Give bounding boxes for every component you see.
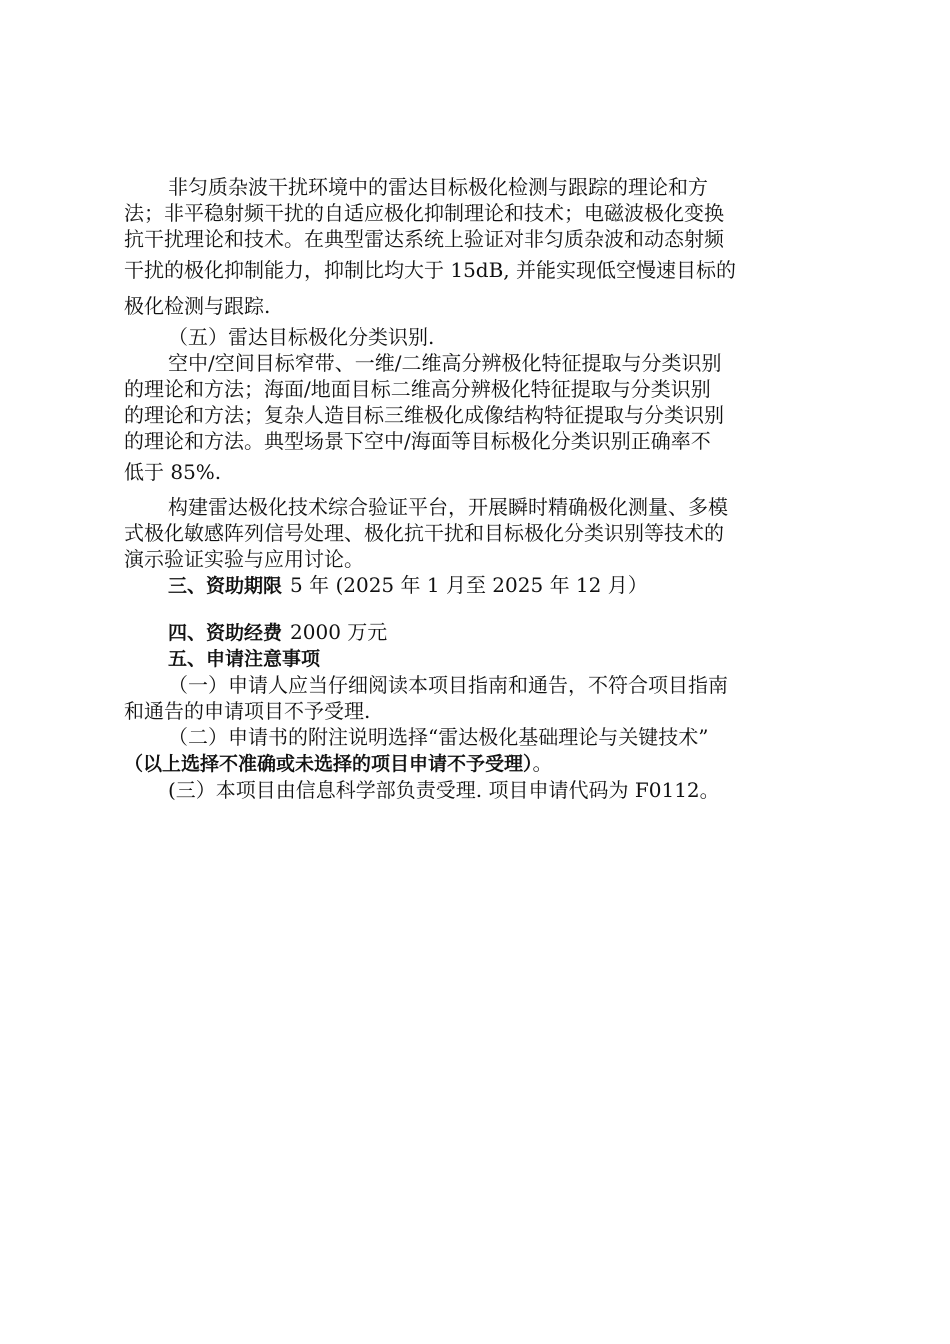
note-bold-warning: （以上选择不准确或未选择的项目申请不予受理） — [124, 753, 533, 775]
section-label: 三、资助期限 — [168, 575, 283, 597]
section-label: 五、申请注意事项 — [168, 648, 321, 670]
paragraph-classification — [124, 350, 832, 490]
paragraph-verification-platform — [124, 494, 832, 572]
section-label: 四、资助经费 — [168, 622, 283, 644]
text-line: 空中/空间目标窄带、一维/二维高分辨极化特征提取与分类识别 — [168, 351, 722, 375]
section-value: 2000 万元 — [290, 620, 388, 644]
section-value: 5 年 (2025 年 1 月至 2025 年 12 月） — [290, 573, 648, 597]
text-line: 的理论和方法；海面/地面目标二维高分辨极化特征提取与分类识别 — [124, 377, 711, 401]
text-line: 干扰的极化抑制能力，抑制比均大于 15dB, 并能实现低空慢速目标的 — [124, 258, 737, 282]
text-line: 非匀质杂波干扰环境中的雷达目标极化检测与跟踪的理论和方 — [168, 175, 708, 199]
note-item-one: （一）申请人应当仔细阅读本项目指南和通告，不符合项目指南 — [168, 673, 728, 697]
text-line: 的理论和方法；复杂人造目标三维极化成像结构特征提取与分类识别 — [124, 403, 724, 427]
text-line: 法；非平稳射频干扰的自适应极化抑制理论和技术；电磁波极化变换 — [124, 201, 724, 225]
text-line: 演示验证实验与应用讨论。 — [124, 547, 364, 571]
text-line: 抗干扰理论和技术。在典型雷达系统上验证对非匀质杂波和动态射频 — [124, 227, 724, 251]
subsection-title-five: （五）雷达目标极化分类识别. — [168, 325, 435, 349]
section-funding-period — [124, 572, 832, 599]
note-item-one-cont: 和通告的申请项目不予受理. — [124, 699, 371, 723]
section-funding-amount — [124, 619, 832, 646]
note-punctuation: 。 — [532, 751, 553, 775]
note-item-two: （二）申请书的附注说明选择“雷达极化基础理论与关键技术” — [168, 725, 709, 749]
text-line: 的理论和方法。典型场景下空中/海面等目标极化分类识别正确率不 — [124, 429, 711, 453]
section-notes — [124, 646, 832, 672]
text-line: 构建雷达极化技术综合验证平台，开展瞬时精确极化测量、多模 — [168, 495, 728, 519]
text-line: 极化检测与跟踪. — [124, 294, 271, 318]
text-line: 低于 85%. — [124, 460, 222, 484]
note-item-three: (三）本项目由信息科学部负责受理. 项目申请代码为 F0112。 — [168, 778, 720, 802]
document-body — [124, 174, 832, 803]
text-line: 式极化敏感阵列信号处理、极化抗干扰和目标极化分类识别等技术的 — [124, 521, 724, 545]
note-item-two-cont — [124, 750, 832, 777]
paragraph-clutter-interference — [124, 174, 832, 324]
